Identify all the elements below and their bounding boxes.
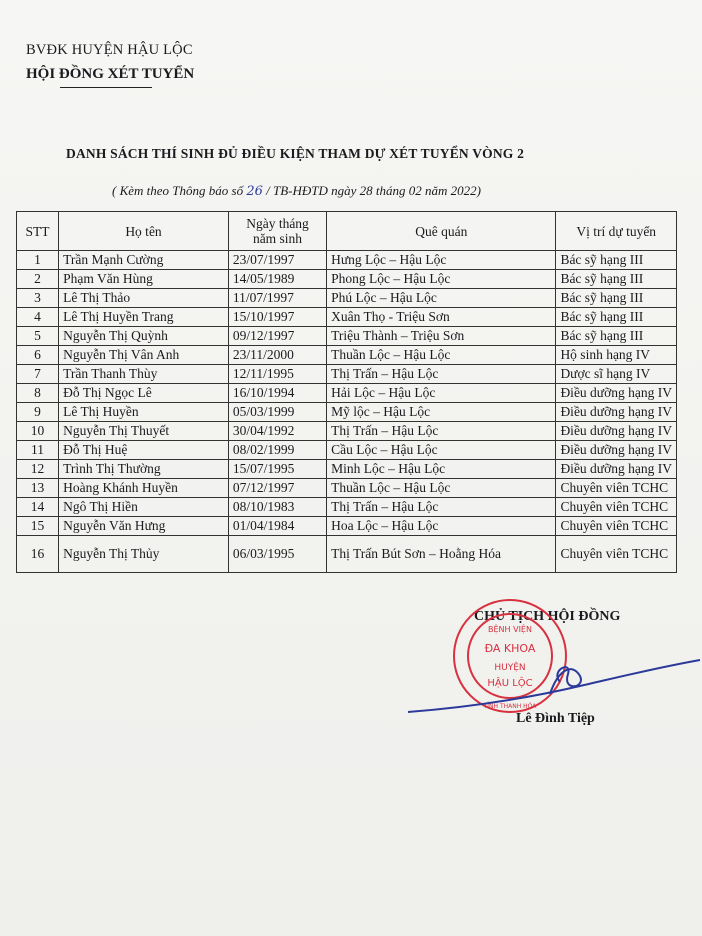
col-position: Vị trí dự tuyển — [556, 212, 677, 251]
cell-home: Cầu Lộc – Hậu Lộc — [327, 441, 556, 460]
table-row — [17, 365, 677, 384]
cell-home: Phong Lộc – Hậu Lộc — [327, 270, 556, 289]
cell-home: Thị Trấn – Hậu Lộc — [327, 498, 556, 517]
cell-name: Đỗ Thị Huệ — [59, 441, 229, 460]
col-dob — [228, 212, 326, 251]
cell-dob: 08/02/1999 — [228, 441, 326, 460]
table-row — [17, 308, 677, 327]
table-row — [17, 251, 677, 270]
cell-name: Hoàng Khánh Huyền — [59, 479, 229, 498]
cell-name: Lê Thị Thảo — [59, 289, 229, 308]
cell-name: Nguyễn Văn Hưng — [59, 517, 229, 536]
cell-stt: 8 — [17, 384, 59, 403]
header-underline — [60, 87, 152, 88]
subtitle-suffix: / TB-HĐTD ngày 28 tháng 02 năm 2022) — [262, 183, 481, 198]
cell-name: Trình Thị Thường — [59, 460, 229, 479]
table-row — [17, 498, 677, 517]
cell-dob: 05/03/1999 — [228, 403, 326, 422]
cell-position: Điều dưỡng hạng IV — [556, 441, 677, 460]
cell-home: Thị Trấn – Hậu Lộc — [327, 365, 556, 384]
cell-home: Hải Lộc – Hậu Lộc — [327, 384, 556, 403]
council-name: HỘI ĐỒNG XÉT TUYỂN — [26, 66, 195, 82]
cell-position: Chuyên viên TCHC — [556, 479, 677, 498]
cell-dob: 23/07/1997 — [228, 251, 326, 270]
seal-text-line: HUYỆN — [494, 663, 526, 673]
cell-home: Thị Trấn Bút Sơn – Hoằng Hóa — [327, 536, 556, 573]
seal-ring-text: TỈNH THANH HÓA — [483, 703, 537, 710]
cell-position: Chuyên viên TCHC — [556, 498, 677, 517]
cell-home: Thị Trấn – Hậu Lộc — [327, 422, 556, 441]
col-home: Quê quán — [327, 212, 556, 251]
cell-name: Trần Mạnh Cường — [59, 251, 229, 270]
table-row — [17, 384, 677, 403]
cell-name: Nguyễn Thị Thuyết — [59, 422, 229, 441]
table-header-row — [17, 212, 677, 251]
cell-dob: 06/03/1995 — [228, 536, 326, 573]
cell-position: Dược sĩ hạng IV — [556, 365, 677, 384]
seal-text-line: HẬU LỘC — [487, 678, 533, 689]
cell-name: Lê Thị Huyền — [59, 403, 229, 422]
candidate-table — [16, 211, 677, 573]
table-row — [17, 289, 677, 308]
signatory-name: Lê Đình Tiệp — [516, 711, 595, 726]
cell-name: Ngô Thị Hiền — [59, 498, 229, 517]
cell-name: Đỗ Thị Ngọc Lê — [59, 384, 229, 403]
cell-dob: 30/04/1992 — [228, 422, 326, 441]
cell-dob: 07/12/1997 — [228, 479, 326, 498]
cell-name: Nguyễn Thị Thủy — [59, 536, 229, 573]
cell-stt: 13 — [17, 479, 59, 498]
cell-stt: 15 — [17, 517, 59, 536]
cell-home: Phú Lộc – Hậu Lộc — [327, 289, 556, 308]
cell-position: Điều dưỡng hạng IV — [556, 460, 677, 479]
cell-dob: 11/07/1997 — [228, 289, 326, 308]
cell-position: Bác sỹ hạng III — [556, 289, 677, 308]
cell-stt: 6 — [17, 346, 59, 365]
cell-dob: 12/11/1995 — [228, 365, 326, 384]
cell-position: Điều dưỡng hạng IV — [556, 403, 677, 422]
cell-stt: 11 — [17, 441, 59, 460]
cell-dob: 09/12/1997 — [228, 327, 326, 346]
cell-stt: 1 — [17, 251, 59, 270]
cell-name: Nguyễn Thị Quỳnh — [59, 327, 229, 346]
table-row — [17, 403, 677, 422]
table-row — [17, 460, 677, 479]
table-row — [17, 441, 677, 460]
seal-text-line: ĐA KHOA — [484, 642, 536, 655]
cell-home: Mỹ lộc – Hậu Lộc — [327, 403, 556, 422]
organization-name: BVĐK HUYỆN HẬU LỘC — [26, 42, 193, 58]
document-subtitle — [112, 183, 481, 199]
cell-position: Hộ sinh hạng IV — [556, 346, 677, 365]
cell-position: Bác sỹ hạng III — [556, 251, 677, 270]
cell-stt: 4 — [17, 308, 59, 327]
cell-name: Nguyễn Thị Vân Anh — [59, 346, 229, 365]
cell-name: Phạm Văn Hùng — [59, 270, 229, 289]
cell-position: Điều dưỡng hạng IV — [556, 384, 677, 403]
cell-position: Bác sỹ hạng III — [556, 327, 677, 346]
cell-name: Trần Thanh Thùy — [59, 365, 229, 384]
cell-name: Lê Thị Huyền Trang — [59, 308, 229, 327]
cell-home: Minh Lộc – Hậu Lộc — [327, 460, 556, 479]
table-row — [17, 346, 677, 365]
cell-home: Hoa Lộc – Hậu Lộc — [327, 517, 556, 536]
col-name: Họ tên — [59, 212, 229, 251]
cell-stt: 12 — [17, 460, 59, 479]
cell-home: Xuân Thọ - Triệu Sơn — [327, 308, 556, 327]
cell-home: Triệu Thành – Triệu Sơn — [327, 327, 556, 346]
col-stt: STT — [17, 212, 59, 251]
signature-title: CHỦ TỊCH HỘI ĐỒNG — [474, 609, 621, 624]
cell-dob: 15/07/1995 — [228, 460, 326, 479]
table-row — [17, 536, 677, 573]
cell-stt: 10 — [17, 422, 59, 441]
cell-stt: 5 — [17, 327, 59, 346]
table-row — [17, 422, 677, 441]
document-title: DANH SÁCH THÍ SINH ĐỦ ĐIỀU KIỆN THAM DỰ XÉT TUYỂN VÒNG 2 — [66, 146, 525, 161]
table-row — [17, 517, 677, 536]
cell-stt: 9 — [17, 403, 59, 422]
table-row — [17, 479, 677, 498]
cell-stt: 3 — [17, 289, 59, 308]
subtitle-prefix: ( Kèm theo Thông báo số — [112, 183, 247, 198]
cell-position: Chuyên viên TCHC — [556, 536, 677, 573]
table-row — [17, 270, 677, 289]
seal-text-line: BỆNH VIỆN — [488, 625, 532, 634]
cell-dob: 14/05/1989 — [228, 270, 326, 289]
cell-position: Bác sỹ hạng III — [556, 270, 677, 289]
cell-dob: 01/04/1984 — [228, 517, 326, 536]
cell-dob: 15/10/1997 — [228, 308, 326, 327]
cell-stt: 14 — [17, 498, 59, 517]
cell-home: Thuần Lộc – Hậu Lộc — [327, 346, 556, 365]
notice-number: 26 — [246, 184, 263, 199]
cell-home: Hưng Lộc – Hậu Lộc — [327, 251, 556, 270]
cell-stt: 2 — [17, 270, 59, 289]
cell-stt: 7 — [17, 365, 59, 384]
cell-dob: 16/10/1994 — [228, 384, 326, 403]
cell-stt: 16 — [17, 536, 59, 573]
cell-dob: 23/11/2000 — [228, 346, 326, 365]
cell-position: Điều dưỡng hạng IV — [556, 422, 677, 441]
col-dob-label: Ngày tháng năm sinh — [246, 216, 309, 246]
cell-position: Chuyên viên TCHC — [556, 517, 677, 536]
cell-home: Thuần Lộc – Hậu Lộc — [327, 479, 556, 498]
table-row — [17, 327, 677, 346]
cell-dob: 08/10/1983 — [228, 498, 326, 517]
cell-position: Bác sỹ hạng III — [556, 308, 677, 327]
